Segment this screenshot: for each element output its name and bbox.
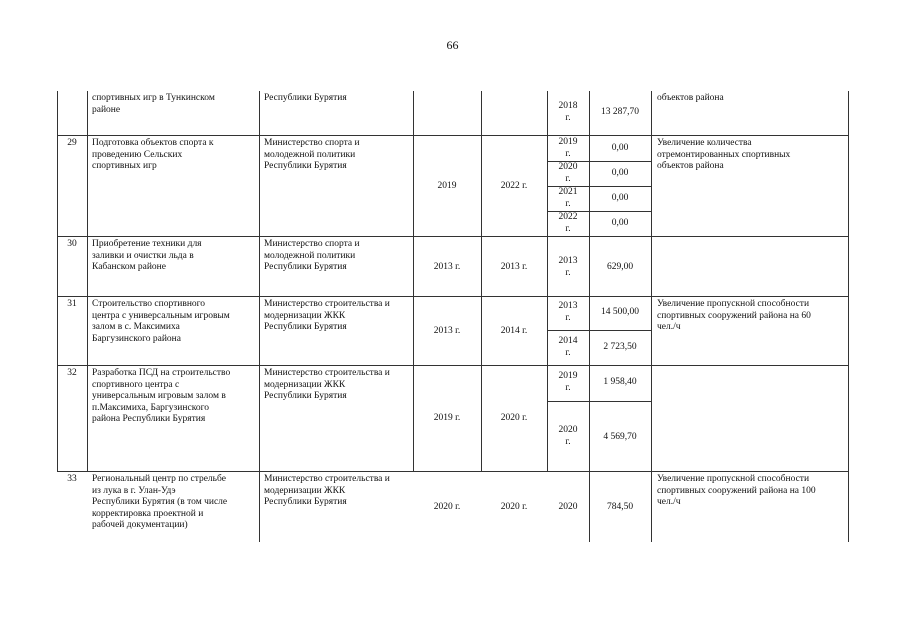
page-number: 66	[446, 38, 459, 52]
start-year: 2019 г.	[433, 413, 461, 423]
grid-line	[651, 91, 652, 542]
expected-result: Увеличение пропускной способности спортивных сооружений района на 100 чел./ч	[657, 474, 816, 507]
end-year: 2013 г.	[500, 262, 528, 272]
start-year: 2013 г.	[433, 262, 461, 272]
amount-cell: 629,00	[606, 262, 634, 272]
row-separator	[57, 365, 848, 366]
activity-name: Приобретение техники для заливки и очистки льда в Кабанском районе	[92, 239, 202, 272]
amount-cell: 0,00	[611, 143, 629, 153]
end-year: 2020 г.	[500, 413, 528, 423]
grid-line	[87, 91, 88, 471]
start-year: 2013 г.	[433, 326, 461, 336]
activity-name: спортивных игр в Тункинском районе	[92, 93, 215, 115]
subrow-separator	[547, 401, 651, 402]
responsible-org: Республики Бурятия	[264, 93, 347, 103]
grid-line	[848, 91, 849, 542]
row-separator	[57, 296, 848, 297]
amount-cell: 14 500,00	[601, 307, 639, 317]
year-cell: 2020	[558, 502, 578, 512]
start-year: 2020 г.	[433, 502, 461, 512]
row-separator	[57, 135, 848, 136]
row-separator	[57, 471, 848, 472]
amount-cell: 2 723,50	[603, 342, 637, 352]
amount-cell: 0,00	[611, 168, 629, 178]
year-cell: 2019 г.	[558, 371, 578, 393]
row-number: 33	[67, 474, 77, 484]
activity-name: Региональный центр по стрельбе из лука в г. Улан-Удэ Республики Бурятия (в том числе корректировка проектной и рабочей документации)	[92, 474, 228, 530]
grid-line	[259, 91, 260, 542]
year-cell: 2021 г.	[558, 187, 578, 209]
activity-name: Строительство спортивного центра с универсальным игровым залом в с. Максимиха Баргузинского района	[92, 299, 230, 344]
row-number: 29	[67, 138, 77, 148]
year-cell: 2013 г.	[558, 301, 578, 323]
amount-cell: 0,00	[611, 193, 629, 203]
responsible-org: Министерство строительства и модернизации ЖКК Республики Бурятия	[264, 474, 390, 507]
end-year: 2022 г.	[500, 181, 528, 191]
year-cell: 2020 г.	[558, 425, 578, 447]
expected-result: Увеличение количества отремонтированных спортивных объектов района	[657, 138, 791, 171]
responsible-org: Министерство строительства и модернизации ЖКК Республики Бурятия	[264, 368, 390, 401]
responsible-org: Министерство строительства и модернизации ЖКК Республики Бурятия	[264, 299, 390, 332]
year-cell: 2022 г.	[558, 212, 578, 234]
end-year: 2020 г.	[500, 502, 528, 512]
row-separator	[57, 236, 848, 237]
start-year: 2019	[437, 181, 457, 191]
year-cell: 2018 г.	[558, 101, 578, 123]
year-cell: 2019 г.	[558, 137, 578, 159]
amount-cell: 0,00	[611, 218, 629, 228]
activity-name: Подготовка объектов спорта к проведению Сельских спортивных игр	[92, 138, 214, 171]
row-number: 30	[67, 239, 77, 249]
row-number: 31	[67, 299, 77, 309]
responsible-org: Министерство спорта и молодежной политики Республики Бурятия	[264, 239, 360, 272]
year-cell: 2014 г.	[558, 336, 578, 358]
year-cell: 2020 г.	[558, 162, 578, 184]
end-year: 2014 г.	[500, 326, 528, 336]
responsible-org: Министерство спорта и молодежной политики Республики Бурятия	[264, 138, 360, 171]
subrow-separator	[547, 330, 651, 331]
amount-cell: 1 958,40	[603, 377, 637, 387]
amount-cell: 784,50	[606, 502, 634, 512]
activity-name: Разработка ПСД на строительство спортивного центра с универсальным игровым залом в п.Максимиха, Баргузинского района Республики Бурятия	[92, 368, 231, 424]
amount-cell: 13 287,70	[601, 107, 639, 117]
expected-result: объектов района	[657, 93, 724, 103]
row-number: 32	[67, 368, 77, 378]
amount-cell: 4 569,70	[603, 432, 637, 442]
expected-result: Увеличение пропускной способности спортивных сооружений района на 60 чел./ч	[657, 299, 811, 332]
year-cell: 2013 г.	[558, 256, 578, 278]
